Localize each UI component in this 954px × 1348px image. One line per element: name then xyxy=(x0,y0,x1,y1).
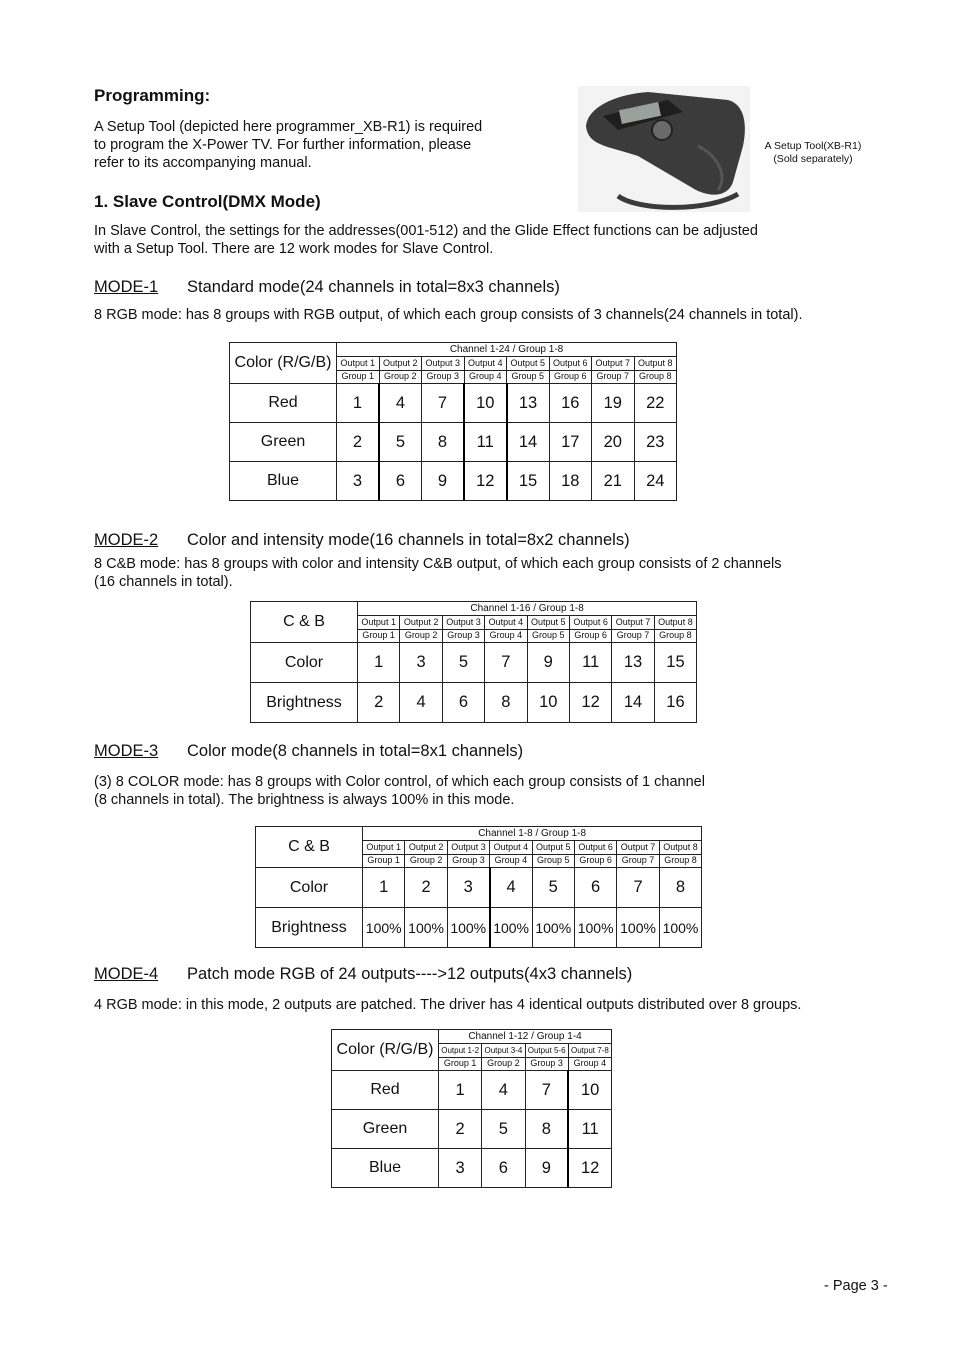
output-header: Output 2 xyxy=(405,841,447,854)
cell: 11 xyxy=(568,1110,611,1149)
table-row xyxy=(256,868,702,908)
channel-span-header: Channel 1-24 / Group 1-8 xyxy=(337,343,677,357)
group-header: Group 8 xyxy=(634,370,677,383)
channel-span-header: Channel 1-8 / Group 1-8 xyxy=(363,827,702,841)
cell: 4 xyxy=(482,1071,525,1110)
output-header: Output 3-4 xyxy=(482,1044,525,1057)
group-header: Group 1 xyxy=(337,370,380,383)
cell: 10 xyxy=(464,384,507,423)
mode2-description: 8 C&B mode: has 8 groups with color and intensity C&B output, of which each group consists of 2 channels (16 channels in total). xyxy=(94,556,782,590)
programming-heading: Programming: xyxy=(94,86,211,105)
group-header: Group 5 xyxy=(532,854,574,867)
output-header: Output 5-6 xyxy=(525,1044,568,1057)
cell: 4 xyxy=(490,868,532,908)
table-corner-label: Color (R/G/B) xyxy=(230,343,337,384)
cell: 13 xyxy=(612,643,654,683)
output-header: Output 6 xyxy=(549,357,592,370)
cell: 5 xyxy=(442,643,484,683)
mode4-table xyxy=(331,1029,612,1188)
cell: 14 xyxy=(507,423,550,462)
cell: 100% xyxy=(405,908,447,948)
cell: 23 xyxy=(634,423,677,462)
cell: 100% xyxy=(532,908,574,948)
cell: 14 xyxy=(612,683,654,723)
slave-control-intro: In Slave Control, the settings for the addresses(001-512) and the Glide Effect functions can be adjusted with a Setup Tool. There are 12 work modes for Slave Control. xyxy=(94,223,758,257)
group-header: Group 3 xyxy=(442,629,484,642)
output-header: Output 1-2 xyxy=(439,1044,482,1057)
group-header: Group 3 xyxy=(525,1057,568,1070)
mode2-label: MODE-2 xyxy=(94,531,159,549)
channel-span-header: Channel 1-12 / Group 1-4 xyxy=(439,1030,612,1044)
cell: 100% xyxy=(490,908,532,948)
output-header: Output 1 xyxy=(337,357,380,370)
cell: 7 xyxy=(525,1071,568,1110)
cell: 6 xyxy=(379,462,422,501)
channel-span-header: Channel 1-16 / Group 1-8 xyxy=(358,602,697,616)
cell: 2 xyxy=(358,683,400,723)
cell: 12 xyxy=(464,462,507,501)
mode3-table xyxy=(255,826,702,948)
cell: 22 xyxy=(634,384,677,423)
table-row xyxy=(230,423,677,462)
cell: 3 xyxy=(447,868,489,908)
cell: 11 xyxy=(569,643,611,683)
output-header: Output 8 xyxy=(654,616,696,629)
output-header: Output 1 xyxy=(358,616,400,629)
group-header: Group 8 xyxy=(659,854,701,867)
cell: 5 xyxy=(532,868,574,908)
mode3-description: (3) 8 COLOR mode: has 8 groups with Color control, of which each group consists of 1 channel (8 channels in total). The brightness is always 100% in this mode. xyxy=(94,774,705,808)
row-label: Green xyxy=(230,423,337,462)
table-row xyxy=(332,1149,612,1188)
cell: 7 xyxy=(617,868,659,908)
output-header: Output 7 xyxy=(612,616,654,629)
output-header: Output 6 xyxy=(569,616,611,629)
cell: 4 xyxy=(400,683,442,723)
mode4-label: MODE-4 xyxy=(94,965,159,983)
mode1-title: Standard mode(24 channels in total=8x3 channels) xyxy=(187,278,560,296)
group-header: Group 8 xyxy=(654,629,696,642)
cell: 100% xyxy=(447,908,489,948)
mode4-description: 4 RGB mode: in this mode, 2 outputs are patched. The driver has 4 identical outputs distributed over 8 groups. xyxy=(94,997,802,1013)
group-header: Group 4 xyxy=(490,854,532,867)
slave-control-heading: 1. Slave Control(DMX Mode) xyxy=(94,192,321,211)
cell: 9 xyxy=(525,1149,568,1188)
cell: 10 xyxy=(527,683,569,723)
table-row xyxy=(230,462,677,501)
group-header: Group 3 xyxy=(447,854,489,867)
cell: 13 xyxy=(507,384,550,423)
mode1-label: MODE-1 xyxy=(94,278,159,296)
cell: 12 xyxy=(569,683,611,723)
mode1-description: 8 RGB mode: has 8 groups with RGB output, of which each group consists of 3 channels(24 channels in total). xyxy=(94,307,803,323)
cell: 2 xyxy=(405,868,447,908)
output-header: Output 7 xyxy=(592,357,635,370)
cell: 19 xyxy=(592,384,635,423)
cell: 100% xyxy=(659,908,701,948)
cell: 9 xyxy=(527,643,569,683)
cell: 5 xyxy=(482,1110,525,1149)
programming-intro: A Setup Tool (depicted here programmer_XB-R1) is required to program the X-Power TV. For further information, please refer to its accompanying manual. xyxy=(94,119,483,171)
output-header: Output 3 xyxy=(422,357,465,370)
cell: 18 xyxy=(549,462,592,501)
cell: 15 xyxy=(507,462,550,501)
output-header: Output 3 xyxy=(442,616,484,629)
output-header: Output 4 xyxy=(464,357,507,370)
output-header: Output 6 xyxy=(574,841,616,854)
row-label: Color xyxy=(251,643,358,683)
page-number: - Page 3 - xyxy=(824,1278,888,1294)
cell: 8 xyxy=(659,868,701,908)
device-caption: A Setup Tool(XB-R1) (Sold separately) xyxy=(764,140,862,165)
table-row xyxy=(332,1071,612,1110)
cell: 17 xyxy=(549,423,592,462)
table-corner-label: Color (R/G/B) xyxy=(332,1030,439,1071)
row-label: Red xyxy=(230,384,337,423)
cell: 2 xyxy=(337,423,380,462)
group-header: Group 6 xyxy=(574,854,616,867)
group-header: Group 1 xyxy=(358,629,400,642)
table-row xyxy=(332,1110,612,1149)
cell: 6 xyxy=(482,1149,525,1188)
output-header: Output 8 xyxy=(634,357,677,370)
output-header: Output 2 xyxy=(379,357,422,370)
row-label: Green xyxy=(332,1110,439,1149)
table-corner-label: C & B xyxy=(256,827,363,868)
group-header: Group 4 xyxy=(464,370,507,383)
output-header: Output 2 xyxy=(400,616,442,629)
row-label: Color xyxy=(256,868,363,908)
cell: 20 xyxy=(592,423,635,462)
cell: 7 xyxy=(422,384,465,423)
group-header: Group 4 xyxy=(568,1057,611,1070)
cell: 1 xyxy=(439,1071,482,1110)
cell: 9 xyxy=(422,462,465,501)
group-header: Group 2 xyxy=(405,854,447,867)
cell: 24 xyxy=(634,462,677,501)
group-header: Group 5 xyxy=(527,629,569,642)
cell: 1 xyxy=(337,384,380,423)
cell: 21 xyxy=(592,462,635,501)
output-header: Output 1 xyxy=(363,841,405,854)
output-header: Output 4 xyxy=(490,841,532,854)
output-header: Output 5 xyxy=(507,357,550,370)
group-header: Group 7 xyxy=(592,370,635,383)
group-header: Group 2 xyxy=(482,1057,525,1070)
output-header: Output 8 xyxy=(659,841,701,854)
cell: 100% xyxy=(574,908,616,948)
table-row xyxy=(251,683,697,723)
cell: 3 xyxy=(439,1149,482,1188)
setup-tool-device-illustration xyxy=(578,86,750,212)
mode3-title: Color mode(8 channels in total=8x1 channels) xyxy=(187,742,524,760)
cell: 8 xyxy=(525,1110,568,1149)
output-header: Output 4 xyxy=(485,616,527,629)
group-header: Group 6 xyxy=(549,370,592,383)
cell: 100% xyxy=(617,908,659,948)
cell: 16 xyxy=(549,384,592,423)
cell: 11 xyxy=(464,423,507,462)
group-header: Group 3 xyxy=(422,370,465,383)
cell: 3 xyxy=(400,643,442,683)
group-header: Group 1 xyxy=(439,1057,482,1070)
table-corner-label: C & B xyxy=(251,602,358,643)
table-row xyxy=(256,908,702,948)
cell: 5 xyxy=(379,423,422,462)
row-label: Brightness xyxy=(256,908,363,948)
cell: 7 xyxy=(485,643,527,683)
cell: 12 xyxy=(568,1149,611,1188)
mode3-label: MODE-3 xyxy=(94,742,159,760)
cell: 16 xyxy=(654,683,696,723)
group-header: Group 6 xyxy=(569,629,611,642)
output-header: Output 3 xyxy=(447,841,489,854)
row-label: Blue xyxy=(332,1149,439,1188)
cell: 8 xyxy=(422,423,465,462)
cell: 15 xyxy=(654,643,696,683)
table-row xyxy=(251,643,697,683)
cell: 2 xyxy=(439,1110,482,1149)
group-header: Group 2 xyxy=(400,629,442,642)
cell: 8 xyxy=(485,683,527,723)
mode2-title: Color and intensity mode(16 channels in total=8x2 channels) xyxy=(187,531,630,549)
group-header: Group 2 xyxy=(379,370,422,383)
row-label: Brightness xyxy=(251,683,358,723)
output-header: Output 5 xyxy=(532,841,574,854)
cell: 4 xyxy=(379,384,422,423)
mode4-title: Patch mode RGB of 24 outputs---->12 outputs(4x3 channels) xyxy=(187,965,633,983)
cell: 1 xyxy=(358,643,400,683)
row-label: Red xyxy=(332,1071,439,1110)
table-row xyxy=(230,384,677,423)
group-header: Group 1 xyxy=(363,854,405,867)
cell: 100% xyxy=(363,908,405,948)
cell: 6 xyxy=(442,683,484,723)
output-header: Output 5 xyxy=(527,616,569,629)
output-header: Output 7-8 xyxy=(568,1044,611,1057)
cell: 10 xyxy=(568,1071,611,1110)
cell: 6 xyxy=(574,868,616,908)
group-header: Group 7 xyxy=(612,629,654,642)
cell: 3 xyxy=(337,462,380,501)
group-header: Group 4 xyxy=(485,629,527,642)
mode1-table xyxy=(229,342,677,501)
row-label: Blue xyxy=(230,462,337,501)
cell: 1 xyxy=(363,868,405,908)
output-header: Output 7 xyxy=(617,841,659,854)
group-header: Group 5 xyxy=(507,370,550,383)
group-header: Group 7 xyxy=(617,854,659,867)
mode2-table xyxy=(250,601,697,723)
